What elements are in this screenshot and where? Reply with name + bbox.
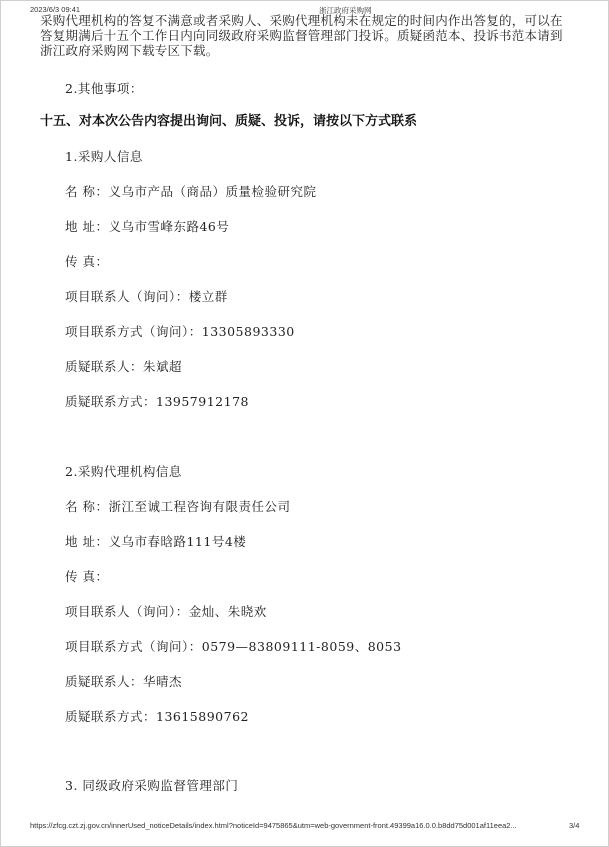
supervision-dept-title: 3. 同级政府采购监督管理部门 [65,778,239,793]
agency-phone: 项目联系方式（询问）：0579—83809111-8059、8053 [65,639,402,654]
agency-query-phone: 质疑联系方式：13615890762 [65,709,249,724]
purchaser-fax: 传 真： [65,254,109,269]
page-number: 3/4 [569,821,580,830]
purchaser-query-contact: 质疑联系人：朱斌超 [65,359,183,374]
agency-info-title: 2.采购代理机构信息 [65,464,182,479]
print-date: 2023/6/3 09:41 [30,5,81,14]
complaint-paragraph: 采购代理机构的答复不满意或者采购人、采购代理机构未在规定的时间内作出答复的，可以在答复期满后十五个工作日内向同级政府采购监督管理部门投诉。质疑函范本、投诉书范本请到浙江政府采购网下载专区下载。 [40,13,563,58]
page-url: https://zfcg.czt.zj.gov.cn/innerUsed_noticeDetails/index.html?noticeId=9475865&utm=web-government-front.49399a16.0.0.b8dd75d001af11eea2... [30,821,517,830]
purchaser-contact: 项目联系人（询问）：楼立群 [65,289,228,304]
purchaser-name: 名 称：义乌市产品（商品）质量检验研究院 [65,184,317,199]
site-title: 浙江政府采购网 [319,6,372,15]
purchaser-address: 地 址：义乌市雪峰东路46号 [65,219,230,234]
section-heading: 十五、对本次公告内容提出询问、质疑、投诉，请按以下方式联系 [40,114,418,129]
agency-contact: 项目联系人（询问）：金灿、朱晓欢 [65,604,267,619]
agency-fax: 传 真： [65,569,109,584]
purchaser-query-phone: 质疑联系方式：13957912178 [65,394,249,409]
purchaser-info-title: 1.采购人信息 [65,149,143,164]
agency-query-contact: 质疑联系人：华晴杰 [65,674,183,689]
agency-address: 地 址：义乌市春晗路111号4楼 [65,534,247,549]
other-matters-label: 2.其他事项： [65,81,143,96]
purchaser-phone: 项目联系方式（询问）：13305893330 [65,324,295,339]
agency-name: 名 称：浙江至诚工程咨询有限责任公司 [65,499,291,514]
